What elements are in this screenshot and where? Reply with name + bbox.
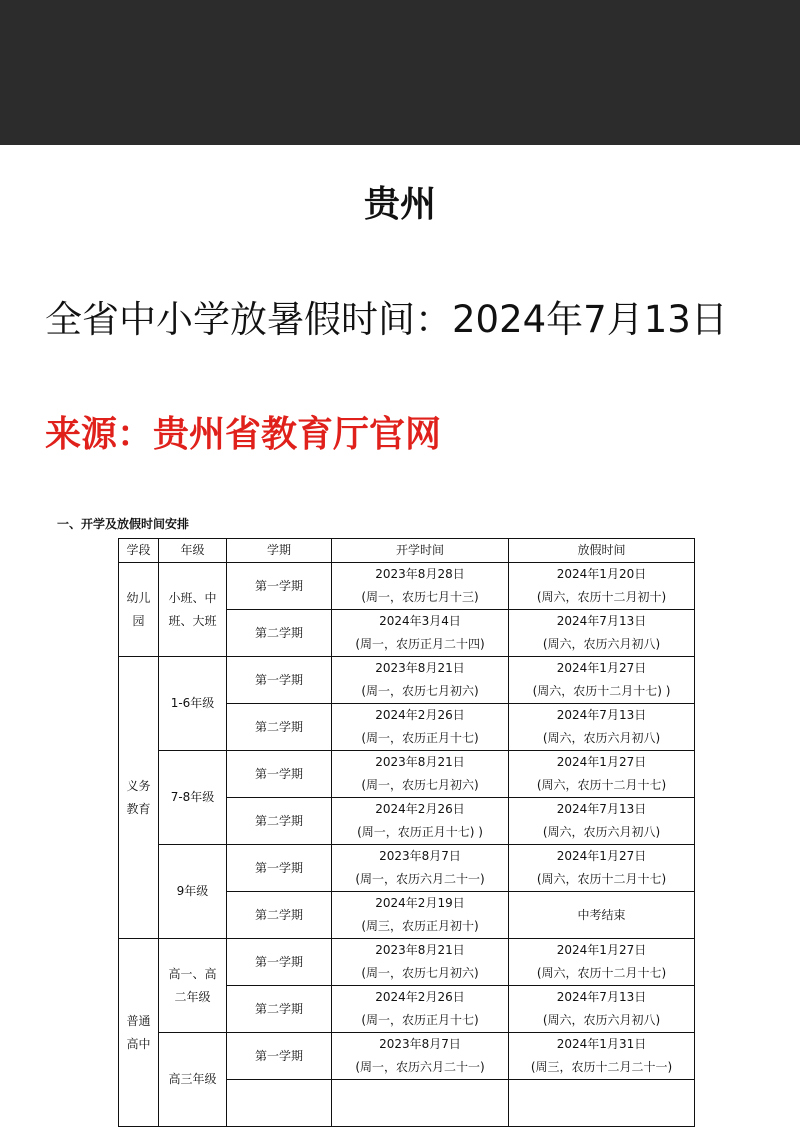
grade-cell: 9年级	[159, 845, 227, 939]
term-cell: 第一学期	[227, 657, 332, 704]
term-cell: 第一学期	[227, 939, 332, 986]
end-note: (周六，农历六月初八)	[542, 1013, 661, 1027]
end-date: 2024年7月13日	[556, 990, 647, 1004]
source-label: 来源：贵州省教育厅官网	[45, 414, 442, 455]
end-date: 2024年1月27日	[556, 661, 647, 675]
start-date: 2024年2月19日	[375, 896, 465, 910]
start-cell	[332, 610, 509, 657]
column-header-end: 放假时间	[509, 539, 695, 563]
term-cell: 第二学期	[227, 986, 332, 1033]
grade-cell: 高一、高二年级	[159, 939, 227, 1033]
start-cell	[332, 657, 509, 704]
grade-cell: 7-8年级	[159, 751, 227, 845]
term-cell: 第一学期	[227, 845, 332, 892]
stage-cell: 幼儿园	[119, 563, 159, 657]
term-cell: 第二学期	[227, 798, 332, 845]
table-row	[119, 1033, 695, 1080]
start-cell	[332, 1033, 509, 1080]
grade-cell: 1-6年级	[159, 657, 227, 751]
end-cell	[509, 563, 695, 610]
term-cell: 第一学期	[227, 1033, 332, 1080]
end-cell	[509, 986, 695, 1033]
end-date: 2024年1月20日	[556, 567, 647, 581]
end-cell	[509, 845, 695, 892]
start-cell	[332, 1080, 509, 1127]
term-cell: 第一学期	[227, 751, 332, 798]
start-date: 2023年8月28日	[375, 567, 465, 581]
schedule-table	[118, 538, 695, 1127]
end-date: 2024年7月13日	[556, 614, 647, 628]
start-date: 2024年2月26日	[375, 708, 465, 722]
end-note: (周六，农历十二月十七)	[536, 966, 667, 980]
page-title: 贵州	[363, 184, 436, 225]
start-cell	[332, 939, 509, 986]
section-title: 一、开学及放假时间安排	[57, 517, 190, 531]
start-date: 2024年2月26日	[375, 990, 465, 1004]
start-date: 2023年8月7日	[379, 1037, 461, 1051]
start-date: 2023年8月21日	[375, 943, 465, 957]
end-note: (周六，农历十二月十七)	[536, 778, 667, 792]
start-note: (周一，农历正月十七)	[361, 1013, 479, 1027]
term-cell: 第二学期	[227, 892, 332, 939]
start-date: 2023年8月21日	[375, 661, 465, 675]
table-row	[119, 563, 695, 610]
column-header-start: 开学时间	[332, 539, 509, 563]
end-note: (周六，农历十二月初十)	[536, 590, 667, 604]
end-date: 2024年1月31日	[556, 1037, 647, 1051]
end-cell	[509, 798, 695, 845]
start-note: (周一，农历正月二十四)	[355, 637, 485, 651]
end-cell	[509, 1080, 695, 1127]
end-note: (周六，农历十二月十七)	[536, 872, 667, 886]
column-header-term: 学期	[227, 539, 332, 563]
table-row	[119, 751, 695, 798]
start-note: (周一，农历正月十七)	[361, 731, 479, 745]
column-header-stage: 学段	[119, 539, 159, 563]
summer-vacation-date: 全省中小学放暑假时间：2024年7月13日	[45, 298, 728, 341]
start-cell	[332, 845, 509, 892]
end-cell	[509, 610, 695, 657]
start-date: 2024年2月26日	[375, 802, 465, 816]
end-note: (周六，农历十二月十七) )	[532, 684, 671, 698]
column-header-grade: 年级	[159, 539, 227, 563]
start-cell	[332, 751, 509, 798]
start-cell	[332, 986, 509, 1033]
start-cell	[332, 892, 509, 939]
start-note: (周三，农历正月初十)	[361, 919, 479, 933]
end-note: (周六，农历六月初八)	[542, 731, 661, 745]
stage-cell: 义务教育	[119, 657, 159, 939]
end-date: 2024年1月27日	[556, 943, 647, 957]
top-dark-bar	[0, 0, 800, 145]
end-date: 2024年1月27日	[556, 849, 647, 863]
end-cell: 中考结束	[509, 892, 695, 939]
start-note: (周一，农历七月十三)	[361, 590, 479, 604]
end-date: 2024年1月27日	[556, 755, 647, 769]
end-cell	[509, 704, 695, 751]
end-cell	[509, 1033, 695, 1080]
start-note: (周一，农历七月初六)	[361, 778, 479, 792]
start-note: (周一，农历正月十七) )	[357, 825, 483, 839]
start-date: 2023年8月7日	[379, 849, 461, 863]
term-cell: 第二学期	[227, 610, 332, 657]
end-note: (周三，农历十二月二十一)	[530, 1060, 673, 1074]
start-note: (周一，农历七月初六)	[361, 684, 479, 698]
start-cell	[332, 563, 509, 610]
grade-cell: 小班、中班、大班	[159, 563, 227, 657]
table-header-row	[119, 539, 695, 563]
stage-cell: 普通高中	[119, 939, 159, 1127]
term-cell: 第一学期	[227, 563, 332, 610]
end-cell	[509, 939, 695, 986]
term-cell	[227, 1080, 332, 1127]
end-date: 2024年7月13日	[556, 802, 647, 816]
end-cell	[509, 751, 695, 798]
term-cell: 第二学期	[227, 704, 332, 751]
table-row	[119, 939, 695, 986]
end-cell	[509, 657, 695, 704]
end-note: (周六，农历六月初八)	[542, 825, 661, 839]
end-note: (周六，农历六月初八)	[542, 637, 661, 651]
start-note: (周一，农历六月二十一)	[355, 872, 485, 886]
start-date: 2023年8月21日	[375, 755, 465, 769]
start-note: (周一，农历七月初六)	[361, 966, 479, 980]
table-row	[119, 657, 695, 704]
start-date: 2024年3月4日	[379, 614, 461, 628]
end-date: 2024年7月13日	[556, 708, 647, 722]
start-cell	[332, 704, 509, 751]
start-note: (周一，农历六月二十一)	[355, 1060, 485, 1074]
grade-cell: 高三年级	[159, 1033, 227, 1127]
table-row	[119, 845, 695, 892]
start-cell	[332, 798, 509, 845]
